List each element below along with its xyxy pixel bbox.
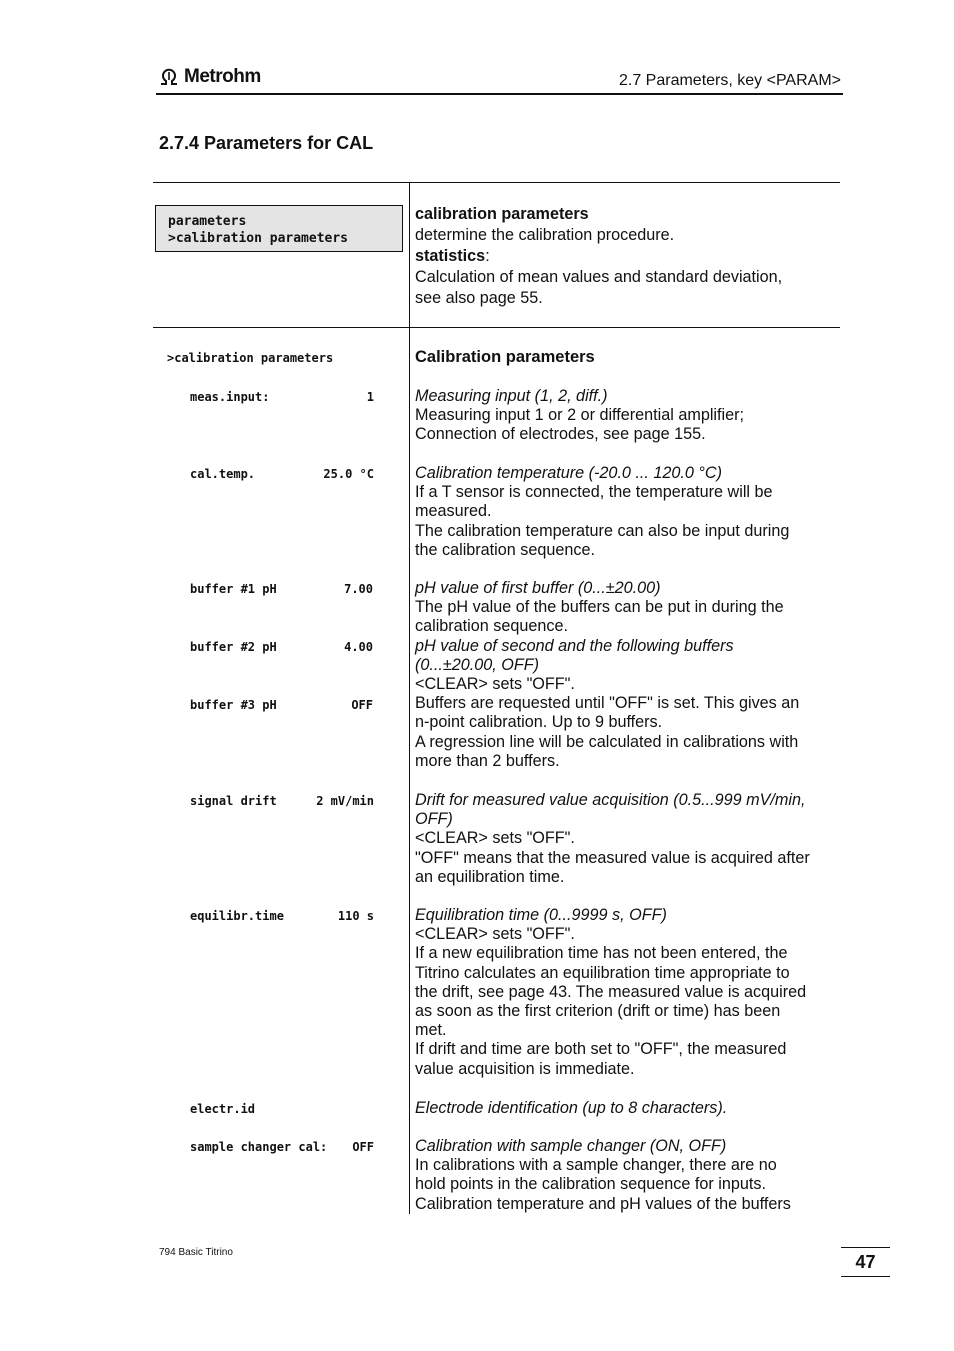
param-buffer3-value: OFF — [351, 698, 373, 712]
menu-display-line1: parameters — [168, 214, 247, 229]
desc-equilibr-time — [415, 906, 835, 1079]
desc-line: If a T sensor is connected, the temperature will be — [415, 483, 773, 502]
desc-signal-drift-title-1: Drift for measured value acquisition (0.5...999 mV/min, — [415, 791, 806, 809]
intro-term-statistics: statistics — [415, 247, 486, 265]
param-sample-changer-value: OFF — [352, 1140, 374, 1154]
desc-line: Calibration temperature and pH values of the buffers — [415, 1194, 791, 1213]
metrohm-omega-icon — [158, 68, 180, 86]
params-heading-right: Calibration parameters — [415, 348, 595, 366]
desc-line: The calibration temperature can also be input during — [415, 521, 790, 540]
desc-line: The pH value of the buffers can be put in during the — [415, 598, 784, 617]
desc-line: Measuring input 1 or 2 or differential amplifier; — [415, 406, 745, 425]
table-divider — [409, 182, 410, 1214]
param-sample-changer-label: sample changer cal: — [190, 1140, 328, 1154]
desc-buffers — [415, 579, 835, 771]
desc-line: Buffers are requested until "OFF" is set. This gives an — [415, 694, 800, 713]
desc-sample-changer — [415, 1137, 835, 1214]
param-cal-temp-label: cal.temp. — [190, 467, 256, 481]
desc-cal-temp-title: Calibration temperature (-20.0 ... 120.0 °C) — [415, 464, 722, 482]
desc-line: an equilibration time. — [415, 867, 565, 886]
desc-sample-changer-title: Calibration with sample changer (ON, OFF) — [415, 1137, 727, 1155]
desc-cal-temp — [415, 464, 835, 560]
footer-product: 794 Basic Titrino — [159, 1247, 233, 1258]
intro-description — [415, 204, 835, 309]
header-section-ref: 2.7 Parameters, key <PARAM> — [618, 72, 841, 89]
param-cal-temp-value: 25.0 °C — [323, 467, 374, 481]
intro-term-calibration: calibration parameters — [415, 205, 589, 223]
param-meas-input-label: meas.input: — [190, 390, 270, 404]
desc-meas-input — [415, 387, 835, 445]
param-equilibr-time-label: equilibr.time — [190, 909, 284, 923]
param-equilibr-time-value: 110 s — [337, 909, 374, 923]
intro-term-statistics-colon: : — [485, 247, 490, 265]
header-rule — [156, 93, 843, 95]
metrohm-logo — [158, 66, 261, 88]
intro-desc-calibration: determine the calibration procedure. — [415, 226, 675, 244]
desc-line: measured. — [415, 502, 492, 521]
desc-line: more than 2 buffers. — [415, 751, 560, 770]
desc-buffer1-title: pH value of first buffer (0...±20.00) — [415, 579, 661, 597]
intro-desc-statistics-2: see also page 55. — [415, 289, 543, 307]
params-heading-left: >calibration parameters — [167, 351, 334, 365]
desc-electr-id — [415, 1099, 835, 1118]
desc-line: as soon as the first criterion (drift or time) has been — [415, 1002, 781, 1021]
desc-line: Titrino calculates an equilibration time appropriate to — [415, 963, 790, 982]
desc-line: the drift, see page 43. The measured value is acquired — [415, 982, 807, 1001]
desc-line: In calibrations with a sample changer, there are no — [415, 1156, 777, 1175]
desc-line: <CLEAR> sets "OFF". — [415, 829, 575, 848]
desc-signal-drift — [415, 791, 835, 887]
param-electr-id-label: electr.id — [190, 1102, 256, 1116]
desc-line: If drift and time are both set to "OFF", the measured — [415, 1040, 787, 1059]
desc-buffer2-title-1: pH value of second and the following buffers — [415, 636, 734, 655]
section-title: 2.7.4 Parameters for CAL — [159, 133, 374, 153]
desc-line: the calibration sequence. — [415, 540, 595, 559]
menu-display — [155, 205, 403, 252]
desc-meas-input-title: Measuring input (1, 2, diff.) — [415, 387, 608, 405]
desc-equilibr-time-title: Equilibration time (0...9999 s, OFF) — [415, 906, 667, 924]
desc-line: hold points in the calibration sequence for inputs. — [415, 1175, 766, 1194]
desc-line: Connection of electrodes, see page 155. — [415, 425, 706, 444]
desc-line: <CLEAR> sets "OFF". — [415, 925, 575, 944]
table-top-rule — [153, 182, 840, 183]
menu-display-line2: >calibration parameters — [168, 231, 349, 246]
param-buffer2-value: 4.00 — [344, 640, 373, 654]
param-buffer2-label: buffer #2 pH — [190, 640, 277, 654]
logo-text: Metrohm — [184, 66, 261, 87]
table-mid-rule — [153, 327, 840, 328]
desc-line: If a new equilibration time has not been entered, the — [415, 944, 788, 963]
desc-line: calibration sequence. — [415, 617, 568, 636]
page-number: 47 — [841, 1247, 890, 1277]
intro-desc-statistics-1: Calculation of mean values and standard deviation, — [415, 268, 783, 286]
desc-line: value acquisition is immediate. — [415, 1059, 635, 1078]
desc-buffer2-title-2: (0...±20.00, OFF) — [415, 655, 540, 674]
desc-electr-id-title: Electrode identification (up to 8 characters). — [415, 1099, 728, 1117]
desc-line: "OFF" means that the measured value is acquired after — [415, 848, 810, 867]
desc-line: met. — [415, 1021, 447, 1040]
param-buffer1-value: 7.00 — [344, 582, 373, 596]
desc-line: A regression line will be calculated in calibrations with — [415, 732, 799, 751]
param-buffer1-label: buffer #1 pH — [190, 582, 277, 596]
param-meas-input-value: 1 — [366, 390, 374, 404]
param-signal-drift-label: signal drift — [190, 794, 277, 808]
param-signal-drift-value: 2 mV/min — [316, 794, 374, 808]
desc-signal-drift-title-2: OFF) — [415, 810, 453, 829]
param-buffer3-label: buffer #3 pH — [190, 698, 277, 712]
desc-line: <CLEAR> sets "OFF". — [415, 675, 575, 694]
desc-line: n-point calibration. Up to 9 buffers. — [415, 713, 663, 732]
